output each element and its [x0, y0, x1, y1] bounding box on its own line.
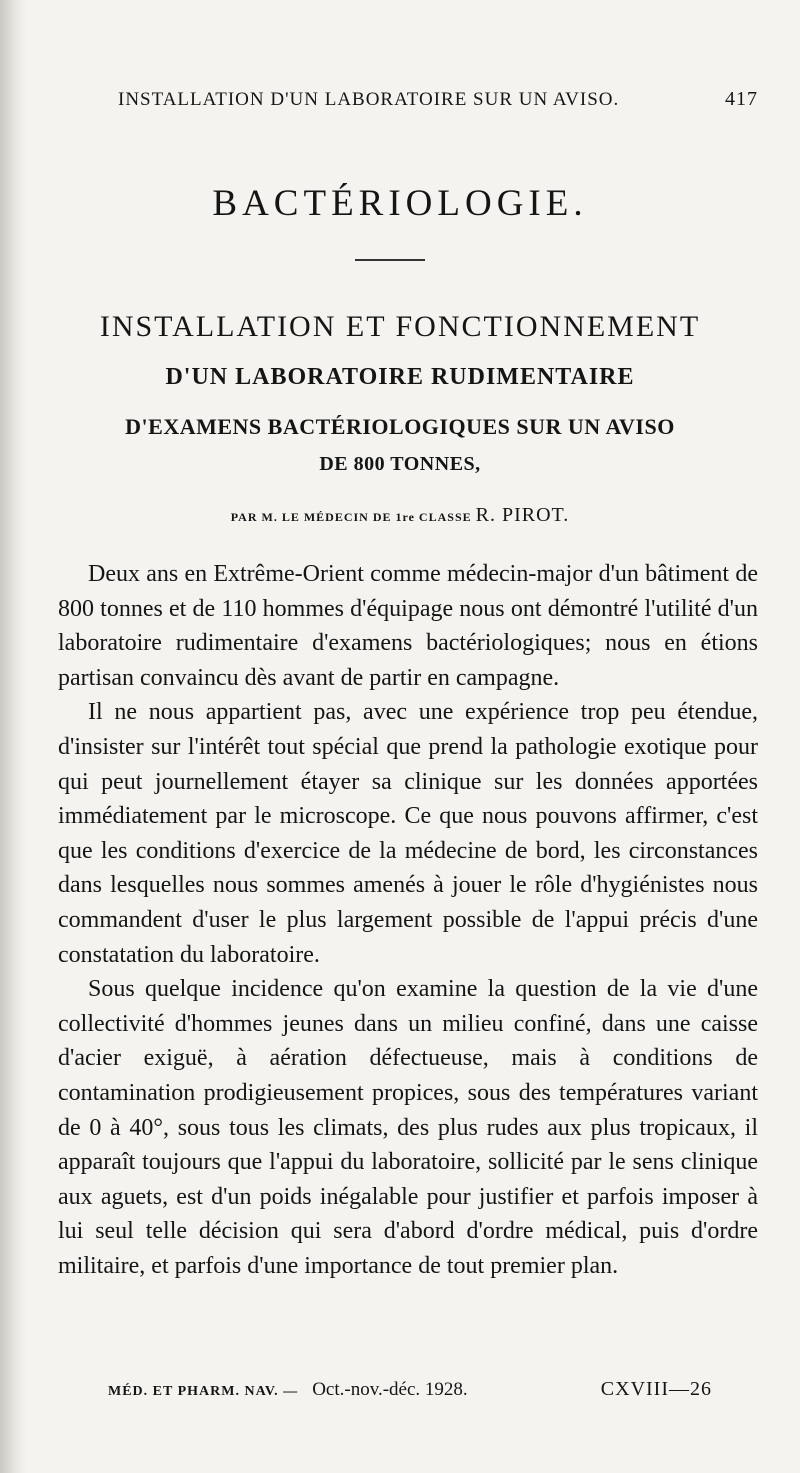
byline-author: R. PIROT. — [475, 504, 570, 526]
paragraph-3: Sous quelque incidence qu'on examine la question de la vie d'une collectivité d'hommes jeunes dans un milieu confiné, dans une caisse d'acier exiguë, à aération défectueuse, mais à conditions de contamination prodigieusement propices, sous des températures variant de 0 à 40°, sous tous les climats, des plus rudes aux plus tropicaux, il apparaît toujours que l'appui du laboratoire, sollicité par le sens clinique aux aguets, est d'un poids inégalable pour justifier et parfois imposer à lui seul telle décision qui sera d'abord d'ordre médical, puis d'ordre militaire, et parfois d'une importance de tout premier plan. — [58, 976, 758, 1279]
footer-journal: MÉD. ET PHARM. NAV. — — [108, 1384, 299, 1399]
footer-date: Oct.-nov.-déc. 1928. — [312, 1379, 468, 1400]
running-head — [118, 88, 758, 111]
paragraph-2: Il ne nous appartient pas, avec une expérience trop peu étendue, d'insister sur l'intérêt tout spécial que prend la pathologie exotique pour qui peut journellement étayer sa clinique sur les données apportées immédiatement par le microscope. Ce que nous pouvons affirmer, c'est que les conditions d'exercice de la médecine de bord, les circonstances dans lesquelles nous sommes amenés à jouer le rôle d'hygiénistes nous commandent d'user le plus largement possible de l'appui précis d'une constatation du laboratoire. — [58, 699, 758, 968]
page-footer — [108, 1378, 712, 1401]
paragraph-1: Deux ans en Extrême-Orient comme médecin-major d'un bâtiment de 800 tonnes et de 110 hommes d'équipage nous ont démontré l'utilité d'un laboratoire rudimentaire d'examens bactériologiques; nous en étions partisan convaincu dès avant de partir en campagne. — [58, 561, 758, 691]
article-title-line-3: D'EXAMENS BACTÉRIOLOGIQUES SUR UN AVISO — [125, 414, 675, 439]
article-title-line-4: DE 800 TONNES, — [319, 453, 481, 475]
article-title-line-1: INSTALLATION ET FONCTIONNEMENT — [99, 310, 701, 343]
page-number: 417 — [725, 88, 758, 110]
running-head-title: INSTALLATION D'UN LABORATOIRE SUR UN AVISO. — [118, 89, 620, 110]
byline — [0, 504, 800, 527]
article-title-line-2: D'UN LABORATOIRE RUDIMENTAIRE — [165, 364, 635, 390]
footer-signature: CXVIII—26 — [600, 1378, 712, 1400]
byline-prefix: PAR M. LE MÉDECIN DE 1re CLASSE — [230, 510, 472, 524]
section-title: BACTÉRIOLOGIE. — [212, 183, 588, 224]
article-body — [58, 557, 758, 1283]
title-divider — [355, 259, 425, 261]
